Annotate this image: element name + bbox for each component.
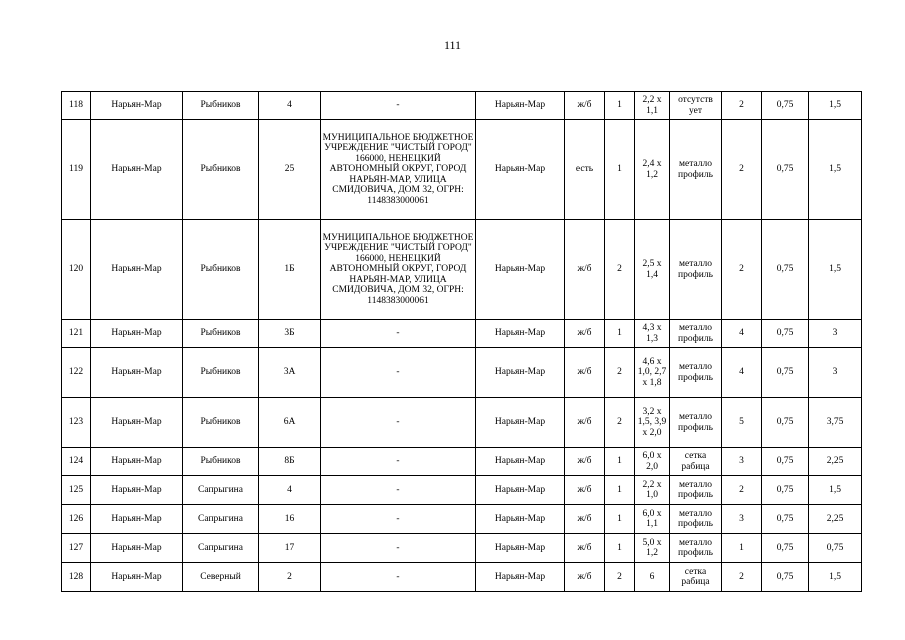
settlement-cell: Нарьян-Мар [91,92,183,120]
place-cell: Нарьян-Мар [476,120,565,220]
settlement-cell: Нарьян-Мар [91,505,183,534]
base-cell: есть [565,120,605,220]
total-volume-cell: 3 [809,320,862,348]
count-cell: 2 [605,563,635,592]
place-cell: Нарьян-Мар [476,220,565,320]
total-volume-cell: 2,25 [809,448,862,476]
owner-cell: - [321,476,476,505]
settlement-cell: Нарьян-Мар [91,534,183,563]
count-cell: 1 [605,476,635,505]
count-cell: 2 [605,220,635,320]
fence-cell: металло профиль [670,398,722,448]
row-number: 127 [62,534,91,563]
fence-cell: металло профиль [670,534,722,563]
base-cell: ж/б [565,476,605,505]
house-cell: 3А [259,348,321,398]
street-cell: Сапрыгина [183,505,259,534]
count-cell: 1 [605,320,635,348]
place-cell: Нарьян-Мар [476,348,565,398]
fence-cell: металло профиль [670,348,722,398]
place-cell: Нарьян-Мар [476,448,565,476]
settlement-cell: Нарьян-Мар [91,220,183,320]
volume-cell: 0,75 [762,120,809,220]
dimensions-cell: 6 [635,563,670,592]
fence-cell: сетка рабица [670,448,722,476]
total-volume-cell: 1,5 [809,92,862,120]
street-cell: Рыбников [183,398,259,448]
table-row [62,398,862,448]
total-volume-cell: 1,5 [809,476,862,505]
volume-cell: 0,75 [762,320,809,348]
table-row [62,448,862,476]
dimensions-cell: 6,0 х 1,1 [635,505,670,534]
base-cell: ж/б [565,505,605,534]
house-cell: 8Б [259,448,321,476]
total-volume-cell: 1,5 [809,563,862,592]
row-number: 123 [62,398,91,448]
table-row [62,348,862,398]
fence-cell: металло профиль [670,320,722,348]
dimensions-cell: 2,4 х 1,2 [635,120,670,220]
base-cell: ж/б [565,348,605,398]
place-cell: Нарьян-Мар [476,398,565,448]
total-volume-cell: 3,75 [809,398,862,448]
owner-cell: - [321,448,476,476]
street-cell: Рыбников [183,120,259,220]
dimensions-cell: 2,2 х 1,1 [635,92,670,120]
volume-cell: 0,75 [762,220,809,320]
volume-cell: 0,75 [762,398,809,448]
owner-cell: - [321,534,476,563]
row-number: 120 [62,220,91,320]
owner-cell: - [321,320,476,348]
settlement-cell: Нарьян-Мар [91,320,183,348]
containers-cell: 2 [722,563,762,592]
fence-cell: металло профиль [670,476,722,505]
page-number: 111 [443,38,462,52]
row-number: 121 [62,320,91,348]
table-row [62,476,862,505]
containers-cell: 4 [722,320,762,348]
volume-cell: 0,75 [762,448,809,476]
settlement-cell: Нарьян-Мар [91,448,183,476]
dimensions-cell: 5,0 х 1,2 [635,534,670,563]
containers-cell: 3 [722,505,762,534]
dimensions-cell: 3,2 х 1,5, 3,9 х 2,0 [635,398,670,448]
volume-cell: 0,75 [762,476,809,505]
volume-cell: 0,75 [762,348,809,398]
table-row [62,320,862,348]
count-cell: 1 [605,448,635,476]
table-row [62,563,862,592]
waste-sites-table [61,91,862,592]
base-cell: ж/б [565,92,605,120]
count-cell: 2 [605,348,635,398]
total-volume-cell: 1,5 [809,120,862,220]
table-row [62,92,862,120]
house-cell: 4 [259,92,321,120]
dimensions-cell: 2,2 х 1,0 [635,476,670,505]
owner-cell: - [321,348,476,398]
count-cell: 1 [605,534,635,563]
base-cell: ж/б [565,448,605,476]
street-cell: Рыбников [183,348,259,398]
house-cell: 3Б [259,320,321,348]
owner-cell: - [321,505,476,534]
fence-cell: сетка рабица [670,563,722,592]
street-cell: Сапрыгина [183,534,259,563]
containers-cell: 5 [722,398,762,448]
owner-cell: - [321,92,476,120]
settlement-cell: Нарьян-Мар [91,476,183,505]
street-cell: Сапрыгина [183,476,259,505]
containers-cell: 2 [722,92,762,120]
owner-cell: - [321,398,476,448]
house-cell: 2 [259,563,321,592]
owner-cell: - [321,563,476,592]
place-cell: Нарьян-Мар [476,563,565,592]
fence-cell: металло профиль [670,220,722,320]
dimensions-cell: 6,0 х 2,0 [635,448,670,476]
house-cell: 6А [259,398,321,448]
count-cell: 1 [605,92,635,120]
volume-cell: 0,75 [762,563,809,592]
table-body [62,92,862,592]
total-volume-cell: 1,5 [809,220,862,320]
row-number: 119 [62,120,91,220]
dimensions-cell: 2,5 х 1,4 [635,220,670,320]
table-row [62,534,862,563]
place-cell: Нарьян-Мар [476,320,565,348]
containers-cell: 2 [722,476,762,505]
settlement-cell: Нарьян-Мар [91,120,183,220]
fence-cell: металло профиль [670,120,722,220]
containers-cell: 1 [722,534,762,563]
street-cell: Рыбников [183,220,259,320]
settlement-cell: Нарьян-Мар [91,398,183,448]
dimensions-cell: 4,3 х 1,3 [635,320,670,348]
place-cell: Нарьян-Мар [476,505,565,534]
total-volume-cell: 0,75 [809,534,862,563]
street-cell: Северный [183,563,259,592]
containers-cell: 2 [722,220,762,320]
dimensions-cell: 4,6 х 1,0, 2,7 х 1,8 [635,348,670,398]
base-cell: ж/б [565,534,605,563]
fence-cell: отсутств ует [670,92,722,120]
fence-cell: металло профиль [670,505,722,534]
house-cell: 16 [259,505,321,534]
containers-cell: 2 [722,120,762,220]
table-row [62,120,862,220]
row-number: 128 [62,563,91,592]
row-number: 118 [62,92,91,120]
containers-cell: 3 [722,448,762,476]
row-number: 126 [62,505,91,534]
house-cell: 1Б [259,220,321,320]
row-number: 124 [62,448,91,476]
volume-cell: 0,75 [762,92,809,120]
owner-cell: МУНИЦИПАЛЬНОЕ БЮДЖЕТНОЕ УЧРЕЖДЕНИЕ "ЧИСТЫЙ ГОРОД" 166000, НЕНЕЦКИЙ АВТОНОМНЫЙ ОКРУГ, ГОРОД НАРЬЯН-МАР, УЛИЦА СМИДОВИЧА, ДОМ 32, ОГРН: 1148383000061 [321,120,476,220]
row-number: 125 [62,476,91,505]
base-cell: ж/б [565,563,605,592]
count-cell: 1 [605,120,635,220]
total-volume-cell: 2,25 [809,505,862,534]
settlement-cell: Нарьян-Мар [91,563,183,592]
place-cell: Нарьян-Мар [476,476,565,505]
table-row [62,220,862,320]
count-cell: 1 [605,505,635,534]
owner-cell: МУНИЦИПАЛЬНОЕ БЮДЖЕТНОЕ УЧРЕЖДЕНИЕ "ЧИСТЫЙ ГОРОД" 166000, НЕНЕЦКИЙ АВТОНОМНЫЙ ОКРУГ, ГОРОД НАРЬЯН-МАР, УЛИЦА СМИДОВИЧА, ДОМ 32, ОГРН: 1148383000061 [321,220,476,320]
total-volume-cell: 3 [809,348,862,398]
volume-cell: 0,75 [762,505,809,534]
place-cell: Нарьян-Мар [476,534,565,563]
base-cell: ж/б [565,320,605,348]
street-cell: Рыбников [183,320,259,348]
settlement-cell: Нарьян-Мар [91,348,183,398]
house-cell: 25 [259,120,321,220]
base-cell: ж/б [565,220,605,320]
containers-cell: 4 [722,348,762,398]
house-cell: 4 [259,476,321,505]
row-number: 122 [62,348,91,398]
count-cell: 2 [605,398,635,448]
base-cell: ж/б [565,398,605,448]
street-cell: Рыбников [183,448,259,476]
street-cell: Рыбников [183,92,259,120]
volume-cell: 0,75 [762,534,809,563]
place-cell: Нарьян-Мар [476,92,565,120]
house-cell: 17 [259,534,321,563]
table-row [62,505,862,534]
